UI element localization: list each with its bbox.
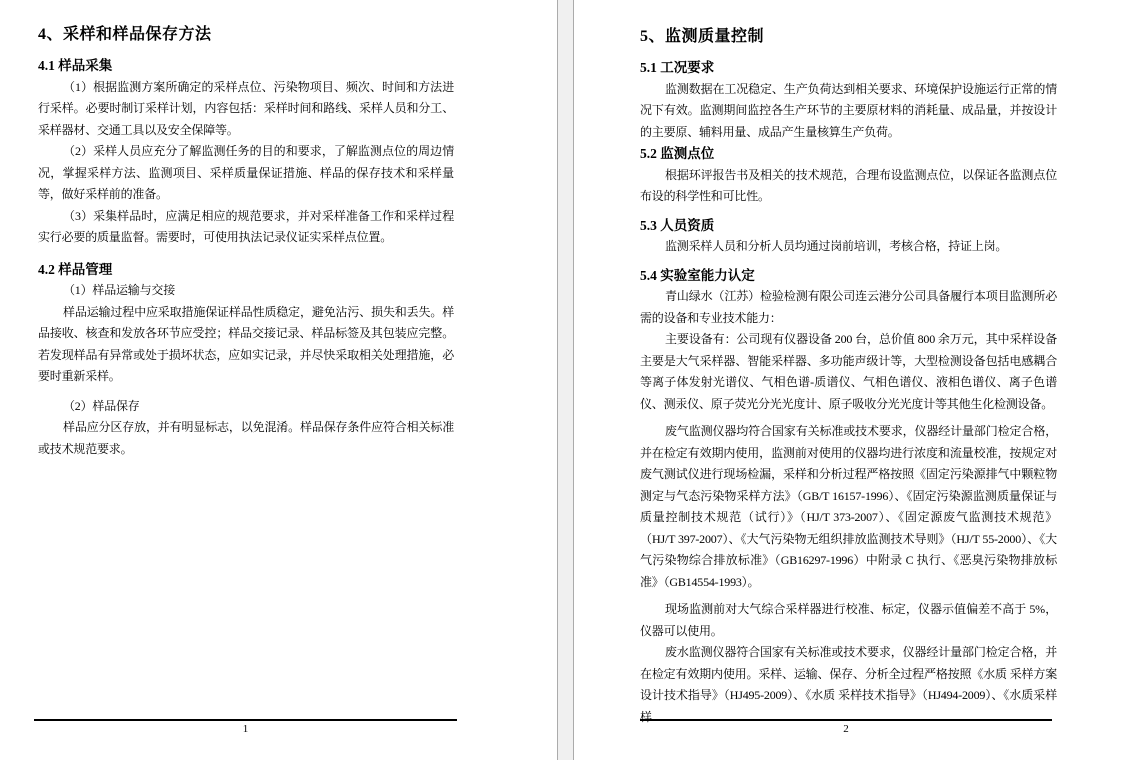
paragraph-sampling-point-3: （3）采集样品时，应满足相应的规范要求，并对采样准备工作和采样过程实行必要的质量监督。需要时，可使用执法记录仪证实采样点位置。 (38, 208, 454, 244)
paragraph-working-conditions: 监测数据在工况稳定、生产负荷达到相关要求、环境保护设施运行正常的情况下有效。监测期间监控各生产环节的主要原材料的消耗量、成品量，并按设计的主要原、辅料用量、成品产生量核算生产负荷。 (640, 81, 1057, 139)
page-1-content (38, 24, 454, 460)
subheading-4-2-sample-management: 4.2 样品管理 (38, 261, 113, 277)
subheading-5-3-personnel: 5.3 人员资质 (640, 217, 715, 233)
paragraph-monitoring-points: 根据环评报告书及相关的技术规范，合理布设监测点位，以保证各监测点位布设的科学性和可比性。 (640, 167, 1057, 203)
subheading-5-2-monitoring-points: 5.2 监测点位 (640, 146, 715, 161)
paragraph-water-instruments: 废水监测仪器符合国家有关标准或技术要求，仪器经计量部门检定合格，并在检定有效期内使用。采样、运输、保存、分析全过程严格按照《水质 采样方案设计技术指导》（HJ495-2009）、《水质 采样技术指导》（HJ494-2009）、《水质采样 样 (640, 645, 1057, 724)
paragraph-sampling-point-2: （2）采样人员应充分了解监测任务的目的和要求，了解监测点位的周边情况，掌握采样方法、监测项目、采样质量保证措施、样品的保存技术和采样量等，做好采样前的准备。 (38, 144, 454, 201)
page-2-content (640, 26, 1057, 728)
paragraph-gas-instruments: 废气监测仪器均符合国家有关标准或技术要求，仪器经计量部门检定合格，并在检定有效期内使用，监测前对使用的仪器均进行浓度和流量校准，按规定对废气测试仪进行现场检漏，采样和分析过程严格按照《固定污染源排气中颗粒物测定与气态污染物采样方法》（GB/T 16157-1996）、《固定污染源监测质量保证与质量控制技术规范（试行）》（HJ/T 373-2007）、《固定源废气监测技术规范》（HJ/T 397-2007）、《大气污染物无组织排放监测技术导则》（HJ/T 55-2000）、《大气污染物综合排放标准》（GB16297-1996）中附录 C 执行、《恶臭污染物排放标准》（GB14554-1993）。 (640, 424, 1057, 589)
paragraph-sample-transport-title: （1）样品运输与交接 (63, 283, 176, 297)
heading-section-5: 5、监测质量控制 (640, 28, 765, 45)
paragraph-personnel: 监测采样人员和分析人员均通过岗前培训，考核合格，持证上岗。 (665, 239, 1008, 253)
page-gutter (557, 0, 574, 760)
paragraph-sample-transport: 样品运输过程中应采取措施保证样品性质稳定，避免沾污、损失和丢失。样品接收、核查和发放各环节应受控；样品交接记录、样品标签及其包装应完整。若发现样品有异常或处于损坏状态，应如实记录，并尽快采取相关处理措施，必要时重新采样。 (38, 304, 454, 383)
heading-section-4: 4、采样和样品保存方法 (38, 26, 212, 43)
paragraph-sample-storage-title: （2）样品保存 (63, 398, 140, 413)
paragraph-field-calibration: 现场监测前对大气综合采样器进行校准、标定，仪器示值偏差不高于 5%，仪器可以使用。 (640, 602, 1057, 638)
paragraph-sampling-point-1: （1）根据监测方案所确定的采样点位、污染物项目、频次、时间和方法进行采样。必要时制订采样计划，内容包括：采样时间和路线、采样人员和分工、采样器材、交通工具以及安全保障等。 (38, 79, 454, 137)
paragraph-main-equipment: 主要设备有：公司现有仪器设备 200 台，总价值 800 余万元，其中采样设备主要是大气采样器、智能采样器、多功能声级计等，大型检测设备包括电感耦合等离子体发射光谱仪、气相色谱-质谱仪、气相色谱仪、液相色谱仪、离子色谱仪、测汞仪、原子荧光分光光度计、原子吸收分光光度计等其他生化检测设备。 (640, 332, 1057, 411)
paragraph-lab-capability: 青山绿水（江苏）检验检测有限公司连云港分公司具备履行本项目监测所必需的设备和专业技术能力： (640, 289, 1057, 325)
page-2-footer (640, 719, 1052, 736)
page-2-number: 2 (843, 723, 849, 735)
subheading-4-1-sample-collection: 4.1 样品采集 (38, 58, 113, 73)
document-page-1 (0, 0, 557, 760)
page-1-footer (34, 719, 457, 736)
page-1-number: 1 (242, 723, 249, 735)
subheading-5-1-working-conditions: 5.1 工况要求 (640, 60, 715, 75)
paragraph-sample-storage: 样品应分区存放，并有明显标志，以免混淆。样品保存条件应符合相关标准或技术规范要求。 (38, 420, 454, 456)
subheading-5-4-lab-capability: 5.4 实验室能力认定 (640, 267, 755, 283)
document-page-2 (574, 0, 1125, 760)
